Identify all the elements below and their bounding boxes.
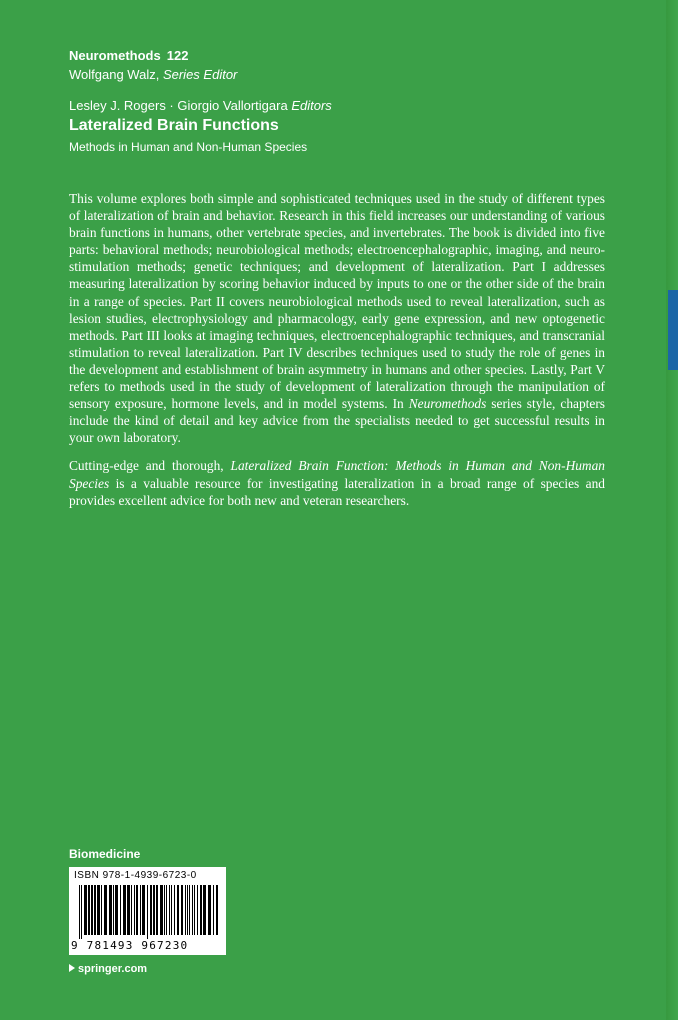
barcode-bar: [150, 885, 152, 935]
barcode-bar: [147, 885, 148, 939]
barcode-bar: [156, 885, 158, 935]
book-editors-role: Editors: [291, 98, 332, 113]
barcode-bar: [84, 885, 87, 935]
barcode-bar: [171, 885, 172, 935]
barcode-bar: [94, 885, 96, 935]
description-text: Cutting-edge and thorough,: [69, 458, 231, 474]
book-editors-names: Lesley J. Rogers · Giorgio Vallortigara: [69, 98, 288, 113]
barcode-bar: [136, 885, 138, 935]
description-text: is a valuable resource for investigating lateralization in a broad range of species and provides excellent advice for both new and veteran researchers.: [69, 475, 605, 508]
book-title: Lateralized Brain Functions: [69, 117, 279, 134]
barcode-bar: [88, 885, 90, 935]
series-editor-name: Wolfgang Walz,: [69, 67, 160, 82]
book-info: [69, 96, 629, 157]
description-text: This volume explores both simple and sophisticated techniques used in the study of different types of lateralization of brain and behavior. Research in this field increases our understanding of various brain functions in humans, other vertebrate species, and invertebrates. The book is divided into five parts: behavioral methods; neurobiological methods; electroencephalographic, imaging, and neuro-stimulation methods; genetic techniques; and development of lateralization. Part I addresses measuring lateralization by scoring behavior induced by inputs to one or the other side of the brain in a range of species. Part II covers neurobiological methods used to reveal lateralization, such as lesion studies, electrophysiology and pharmacology, early gene expression, and new optogenetic methods. Part III looks at imaging techniques, electroencephalographic techniques, and transcranial stimulation to reveal lateralization. Part IV describes techniques used to study the role of genes in the development and establishment of brain asymmetry in humans and other species. Lastly, Part V refers to methods used in the study of development of lateralization through the manipulation of sensory exposure, hormone levels, and in model systems. In: [69, 191, 605, 412]
description-paragraph-2: [69, 457, 605, 508]
series-editor: [69, 65, 629, 84]
arrow-right-icon: [69, 964, 75, 972]
barcode-bar: [185, 885, 186, 935]
barcode-bar: [194, 885, 195, 935]
barcode-bar: [140, 885, 141, 935]
description-paragraph-1: [69, 190, 605, 446]
series-name: Neuromethods: [69, 48, 161, 63]
isbn-label: ISBN 978-1-4939-6723-0: [74, 870, 197, 881]
barcode-bar: [81, 885, 82, 939]
barcode-bar: [169, 885, 170, 935]
barcode-bar: [166, 885, 167, 935]
barcode-bar: [109, 885, 112, 935]
barcode-bar: [187, 885, 188, 935]
barcode-bar: [113, 885, 114, 935]
barcode-bar: [181, 885, 183, 935]
barcode-bar: [174, 885, 175, 935]
subject-category: Biomedicine: [69, 847, 141, 861]
barcode-bar: [131, 885, 132, 935]
description-text: series style, chapters include the kind of detail and key advice from the specialists needed to get successful results in your own laboratory.: [69, 396, 605, 446]
series-info: [69, 46, 629, 84]
barcode-bar: [123, 885, 126, 935]
barcode-bar: [160, 885, 163, 935]
barcode-bar: [97, 885, 100, 935]
barcode-bar: [189, 885, 190, 935]
barcode-bar: [142, 885, 145, 935]
barcode-bar: [127, 885, 130, 935]
cover-edge-stripe: [666, 0, 678, 1020]
barcode-bar: [203, 885, 206, 935]
barcode-bar: [208, 885, 211, 935]
series-editor-role: Series Editor: [162, 67, 238, 82]
barcode-bar: [216, 885, 218, 935]
barcode-bar: [213, 885, 214, 935]
series-title: [69, 46, 629, 65]
description-series-name: Neuromethods: [408, 396, 487, 412]
barcode-bar: [153, 885, 155, 935]
barcode-bar: [115, 885, 118, 935]
barcode-bar: [91, 885, 93, 935]
isbn-barcode: [69, 867, 226, 955]
book-description: [69, 190, 605, 520]
barcode-bar: [192, 885, 193, 935]
book-editors: [69, 96, 629, 115]
publisher-website[interactable]: [69, 961, 147, 977]
description-book-title: Lateralized Brain Function: Methods in Human and Non-Human Species: [69, 458, 605, 491]
barcode-bar: [197, 885, 198, 935]
barcode-bar: [104, 885, 107, 935]
barcode-bar: [79, 885, 80, 939]
barcode-bar: [177, 885, 179, 935]
barcode-bar: [164, 885, 165, 935]
publisher-website-label: springer.com: [78, 963, 148, 975]
barcode-bar: [200, 885, 202, 935]
barcode-digits: 9 781493 967230: [71, 939, 189, 952]
cover-edge-mark: [668, 290, 678, 370]
barcode-bars: [79, 885, 219, 939]
barcode-bar: [134, 885, 135, 935]
barcode-bar: [101, 885, 102, 935]
book-subtitle: Methods in Human and Non-Human Species: [69, 140, 308, 154]
barcode-bar: [120, 885, 121, 935]
series-number: 122: [166, 48, 189, 63]
